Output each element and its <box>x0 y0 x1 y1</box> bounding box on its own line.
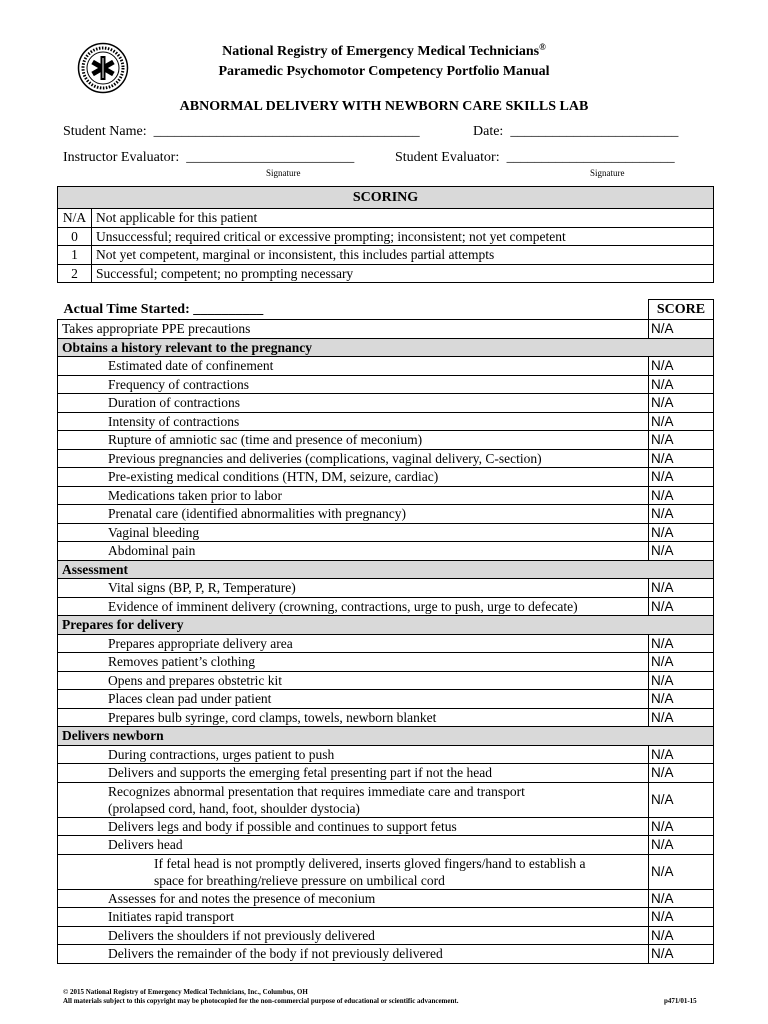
section-title: Assessment <box>58 560 714 579</box>
signature-label: Signature <box>266 168 301 178</box>
score-cell[interactable]: N/A <box>649 449 714 468</box>
time-started-field[interactable]: Actual Time Started: __________ <box>63 301 264 317</box>
scoring-row: 2 Successful; competent; no prompting necessary <box>58 264 714 283</box>
score-cell[interactable]: N/A <box>649 854 714 889</box>
table-row <box>58 486 714 505</box>
skill-item <box>58 764 649 783</box>
table-row <box>58 817 714 836</box>
skill-item-text: Abdominal pain <box>108 543 196 559</box>
scoring-row: N/A Not applicable for this patient <box>58 209 714 228</box>
form-code: p471/01-15 <box>664 997 697 1005</box>
skill-item-text: Estimated date of confinement <box>108 358 274 374</box>
score-cell[interactable]: N/A <box>649 653 714 672</box>
table-row <box>58 690 714 709</box>
score-cell[interactable]: N/A <box>649 836 714 855</box>
section-title: Obtains a history relevant to the pregnancy <box>58 338 714 357</box>
skill-item-text: Delivers head <box>108 837 183 853</box>
signature-label: Signature <box>590 168 625 178</box>
skill-item-text: Frequency of contractions <box>108 376 249 392</box>
score-cell[interactable]: N/A <box>649 764 714 783</box>
skill-item-text: Delivers and supports the emerging fetal presenting part if not the head <box>108 765 493 781</box>
usage-notice: All materials subject to this copyright may be photocopied for the non-commercial purpose of educational or scientific advancement. <box>63 997 459 1005</box>
table-row <box>58 394 714 413</box>
table-row <box>58 671 714 690</box>
table-row <box>58 449 714 468</box>
score-cell[interactable]: N/A <box>649 690 714 709</box>
table-row <box>58 745 714 764</box>
score-cell[interactable]: N/A <box>649 889 714 908</box>
skill-item <box>58 634 649 653</box>
table-row <box>58 764 714 783</box>
score-cell[interactable]: N/A <box>649 745 714 764</box>
skill-item <box>58 468 649 487</box>
instructor-evaluator-field[interactable]: Instructor Evaluator: ________________________ <box>63 150 355 165</box>
section-header <box>58 616 714 635</box>
skill-item-text: If fetal head is not promptly delivered, inserts gloved fingers/hand to establish a <box>154 855 586 871</box>
table-row <box>58 908 714 927</box>
skill-item-text: Places clean pad under patient <box>108 691 272 707</box>
manual-title: Paramedic Psychomotor Competency Portfolio Manual <box>218 64 550 79</box>
section-header <box>58 338 714 357</box>
skill-item <box>58 449 649 468</box>
skill-item <box>58 486 649 505</box>
table-row <box>58 579 714 598</box>
skill-item <box>58 394 649 413</box>
score-cell[interactable]: N/A <box>649 431 714 450</box>
skill-item-text: Delivers legs and body if possible and continues to support fetus <box>108 818 457 834</box>
score-cell[interactable]: N/A <box>649 375 714 394</box>
table-row <box>58 597 714 616</box>
score-cell[interactable]: N/A <box>649 634 714 653</box>
skill-item <box>58 817 649 836</box>
score-cell[interactable]: N/A <box>649 817 714 836</box>
score-cell[interactable]: N/A <box>649 782 714 817</box>
scoring-row: 1 Not yet competent, marginal or inconsistent, this includes partial attempts <box>58 246 714 265</box>
scoring-legend-table <box>57 186 714 283</box>
skill-item-text: During contractions, urges patient to push <box>108 746 335 762</box>
skill-item <box>58 671 649 690</box>
skill-item-text: (prolapsed cord, hand, foot, shoulder dystocia) <box>108 800 360 816</box>
score-cell[interactable]: N/A <box>649 486 714 505</box>
table-row <box>58 357 714 376</box>
score-cell[interactable]: N/A <box>649 542 714 561</box>
score-cell[interactable]: N/A <box>649 505 714 524</box>
score-cell[interactable]: N/A <box>649 412 714 431</box>
skill-item-text: Delivers the shoulders if not previously delivered <box>108 927 375 943</box>
skill-item <box>58 653 649 672</box>
score-cell[interactable]: N/A <box>649 468 714 487</box>
skill-item-text: Removes patient’s clothing <box>108 654 255 670</box>
table-row <box>58 431 714 450</box>
student-name-field[interactable]: Student Name: ______________________________________ <box>63 124 420 139</box>
section-title: Delivers newborn <box>58 727 714 746</box>
table-row <box>58 468 714 487</box>
table-row <box>58 320 714 339</box>
score-cell[interactable]: N/A <box>649 579 714 598</box>
skill-item-text: Delivers the remainder of the body if not previously delivered <box>108 946 443 962</box>
skill-item <box>58 745 649 764</box>
skill-item-text: Pre-existing medical conditions (HTN, DM, seizure, cardiac) <box>108 469 439 485</box>
skill-item <box>58 782 649 817</box>
score-cell[interactable]: N/A <box>649 523 714 542</box>
skill-item <box>58 854 649 889</box>
score-cell[interactable]: N/A <box>649 708 714 727</box>
skill-item-text: Prepares bulb syringe, cord clamps, towels, newborn blanket <box>108 709 437 725</box>
score-cell[interactable]: N/A <box>649 945 714 964</box>
skill-item <box>58 836 649 855</box>
score-cell[interactable]: N/A <box>649 908 714 927</box>
skill-item <box>58 523 649 542</box>
score-cell[interactable]: N/A <box>649 357 714 376</box>
date-field[interactable]: Date: ________________________ <box>473 124 679 139</box>
section-header <box>58 727 714 746</box>
skill-item-text: Recognizes abnormal presentation that requires immediate care and transport <box>108 783 525 799</box>
table-row <box>58 708 714 727</box>
skill-item <box>58 708 649 727</box>
score-cell[interactable]: N/A <box>649 320 714 339</box>
table-row <box>58 782 714 817</box>
skill-item-text: Opens and prepares obstetric kit <box>108 672 282 688</box>
table-row <box>58 542 714 561</box>
score-column-header: SCORE <box>649 300 714 320</box>
table-row <box>58 926 714 945</box>
skill-item <box>58 889 649 908</box>
skill-item <box>58 908 649 927</box>
skill-item-text: Previous pregnancies and deliveries (complications, vaginal delivery, C-section) <box>108 450 542 466</box>
skill-item <box>58 926 649 945</box>
skill-item <box>58 542 649 561</box>
student-evaluator-field[interactable]: Student Evaluator: ________________________ <box>395 150 675 165</box>
table-row <box>58 945 714 964</box>
skill-item-text: space for breathing/relieve pressure on umbilical cord <box>154 872 445 888</box>
skill-item <box>58 597 649 616</box>
skills-checklist-table <box>57 299 714 964</box>
skill-item <box>58 505 649 524</box>
table-row <box>58 634 714 653</box>
score-cell[interactable]: N/A <box>649 671 714 690</box>
skill-item-text: Prenatal care (identified abnormalities with pregnancy) <box>108 506 407 522</box>
skill-item <box>58 357 649 376</box>
table-row <box>58 836 714 855</box>
skill-item-text: Assesses for and notes the presence of meconium <box>108 890 376 906</box>
skill-item-text: Prepares appropriate delivery area <box>108 635 293 651</box>
skill-item-text: Rupture of amniotic sac (time and presence of meconium) <box>108 432 423 448</box>
skill-item-text: Vaginal bleeding <box>108 524 200 540</box>
copyright-notice: © 2015 National Registry of Emergency Medical Technicians, Inc., Columbus, OH <box>63 988 308 996</box>
skill-item <box>58 412 649 431</box>
organization-name: National Registry of Emergency Medical Technicians® <box>222 42 546 59</box>
score-cell[interactable]: N/A <box>649 597 714 616</box>
table-row <box>58 412 714 431</box>
skill-item-text: Duration of contractions <box>108 395 240 411</box>
skill-item <box>58 945 649 964</box>
skill-item-text: Vital signs (BP, P, R, Temperature) <box>108 580 296 596</box>
table-row <box>58 375 714 394</box>
skill-item <box>58 375 649 394</box>
table-row <box>58 889 714 908</box>
skill-item: Takes appropriate PPE precautions <box>58 320 649 339</box>
skill-item-text: Evidence of imminent delivery (crowning, contractions, urge to push, urge to defecate) <box>108 598 578 614</box>
scoring-heading: SCORING <box>58 187 714 209</box>
scoring-row: 0 Unsuccessful; required critical or excessive prompting; inconsistent; not yet competent <box>58 227 714 246</box>
skills-lab-title: ABNORMAL DELIVERY WITH NEWBORN CARE SKILLS LAB <box>179 99 589 114</box>
skill-item <box>58 690 649 709</box>
score-cell[interactable]: N/A <box>649 926 714 945</box>
section-title: Prepares for delivery <box>58 616 714 635</box>
table-row <box>58 854 714 889</box>
score-cell[interactable]: N/A <box>649 394 714 413</box>
skill-item <box>58 431 649 450</box>
skill-item-text: Intensity of contractions <box>108 413 240 429</box>
section-header <box>58 560 714 579</box>
table-row <box>58 523 714 542</box>
skill-item-text: Initiates rapid transport <box>108 909 234 925</box>
skill-item-text: Medications taken prior to labor <box>108 487 282 503</box>
table-row <box>58 505 714 524</box>
table-row <box>58 653 714 672</box>
skill-item <box>58 579 649 598</box>
